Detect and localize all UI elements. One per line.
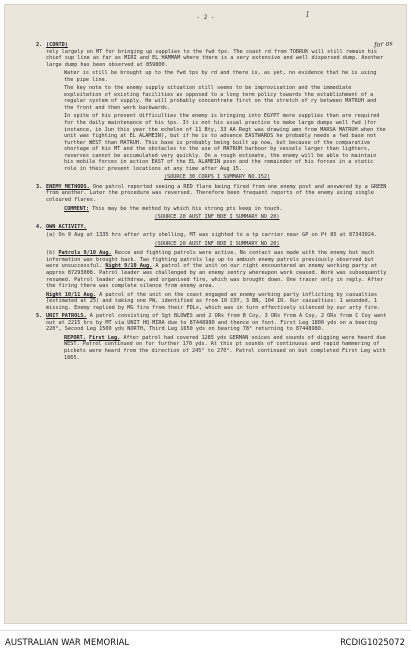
paragraph: One patrol reported seeing a RED flare being fired from one enemy post and answered by a GREEN from another. Later the procedure was reversed. Therefore been frequent reports of the enemy using single coloured flares. (46, 183, 390, 204)
paragraph: rely largely on MT for bringing up supplies to the fwd tps. The coast rd from TOBRUK will still remain his chief sup line as far as MIRI and EL HAMMAM where there is a very extensive and well dispersed dump. Another large dump has been observed at 859800. (46, 48, 387, 68)
paragraph: Recce and fighting patrols were active. No contact was made with the enemy but much information was brought back. Two fighting patrols lay up to ambush enemy patrols previously observed but were unsuccessful. (46, 250, 378, 270)
subheading: Night 10/11 Aug. (46, 291, 96, 298)
section-heading: ENEMY METHODS. (46, 183, 90, 190)
source-reference: (SOURCE 20 AUST INF BDE I SUMMARY NO 20) (154, 240, 280, 247)
archive-name: AUSTRALIAN WAR MEMORIAL (5, 638, 130, 648)
archive-id: RCDIG1025072 (340, 638, 405, 648)
subheading: Patrols 9/10 Aug. (58, 250, 112, 257)
document-page (4, 4, 407, 624)
section-number: 3. (36, 183, 43, 190)
section-3 (36, 183, 390, 221)
comment-text: This may be the method by which his strong pts keep in touch. (92, 205, 283, 212)
paragraph: A patrol of the unit on our right encountered an enemy working party at approx 87293008. Patrol leader was challenged by an enemy sentry whereupon work ceased. Work was subsequently resumed. Patrol leader withdrew, and organised fire, which was brought down. One tracer only in reply. After the firing there was complete silence from enemy area. (46, 263, 390, 290)
source-reference: (SOURCE 20 AUST INF BDE I SUMMARY NO 20) (154, 214, 280, 221)
paragraph: After patrol had covered 1285 yds GERMAN voices and sounds of digging were heard due WEST. Patrol continued on for further 170 yds. At this pt sounds of continuous and rapid hammering of pickets were heard from the direction of 245° to 270°. Patrol continued on but completed First Leg with 1865. (64, 334, 389, 361)
section-heading: OWN ACTIVITY. (46, 223, 87, 230)
comment-label: COMMENT: (64, 205, 89, 212)
section-4 (36, 223, 390, 312)
section-5 (36, 313, 390, 361)
page-number: - 2 - (196, 14, 215, 21)
paragraph: Water is still be brought up to the fwd tps by rd and there is, as yet, no evidence that he is using the pipe line. (64, 70, 380, 83)
item-label: (a) (46, 232, 56, 239)
section-heading: (CONTD) (46, 42, 68, 48)
paragraph: A patrol of the unit on the coast engaged an enemy working party inflicting by casualties (estimated at 25) and taking one PW, identified as from 10 COY, 3 BN, 104 IR. Our casualties: 1 wounded, 1 missing. Enemy replied by MG fire from their FDLs, which was in turn effectively silenced by our arty fire. (46, 291, 381, 311)
handwritten-margin-note: far as (373, 39, 394, 49)
section-heading: UNIT PATROLS. (46, 313, 87, 320)
handwritten-reference: I (305, 9, 310, 20)
source-reference: (SOURCE 30 CORPS I SUMMARY NO.152) (163, 174, 271, 181)
document-body (36, 42, 390, 363)
report-label: REPORT. (64, 334, 86, 341)
section-2 (36, 42, 389, 181)
section-number: 2. (36, 42, 43, 48)
subheading: First Leg. (89, 334, 121, 341)
paragraph: On 9 Aug at 1335 hrs after arty shelling, MT was sighted to a tp carrier near GP on Pt 85 at 87343024. (58, 232, 378, 239)
section-number: 4. (36, 223, 43, 230)
paragraph: A patrol consisting of Sgt BLOWES and 2 ORs from B Coy, 3 ORs from A Coy, 2 ORs from C Coy went out at 2215 hrs by MT via UNIT HQ MIRA due to 87448980 and thence on foot. First Leg 1800 yds on a bearing 220°, Second Leg 1500 yds NORTH, Third Leg 1650 yds on bearing 78° returning to 87448980. (46, 313, 390, 333)
section-number: 5. (36, 313, 43, 320)
subheading: Night 9/10 Aug. (105, 263, 153, 270)
paragraph: In spite of his present difficulties the enemy is bringing into EGYPT more supplies than are required for the daily maintenance of his tps. It is not his usual practice to make large dumps well fwd (for instance, in Jun this year the echelon of 11 Bty, 33 AA Regt was drawing amn from MARSA MATRUH when the unit was fighting at EL ALAMEIN), but if he is to advance EASTWARDS he probably needs a fwd base not further WEST than MATRUH. This base is probably being built up now, but because of the comparative shortage of his MT and the obstacles to the use of MATRUH harbour by vessels larger than lighters, reserves cannot be accumulated very quickly. On a rough estimate, the enemy will be able to maintain his mobile forces in action EAST of the EL ALAMEIN posn and the remainder of his forces in a static role in their present locations at any time after Aug 15. (64, 113, 389, 172)
paragraph: The key note to the enemy supply situation still seems to be improvisation and the immediate exploitation of existing facilities as opposed to a long term policy towards the establishment of a regular system of supply. He will probably concentrate first on the stretch of ry between MATRUH and the front and then work backwards. (64, 85, 380, 111)
item-label: (b) (46, 250, 56, 257)
archive-footer (0, 630, 411, 655)
